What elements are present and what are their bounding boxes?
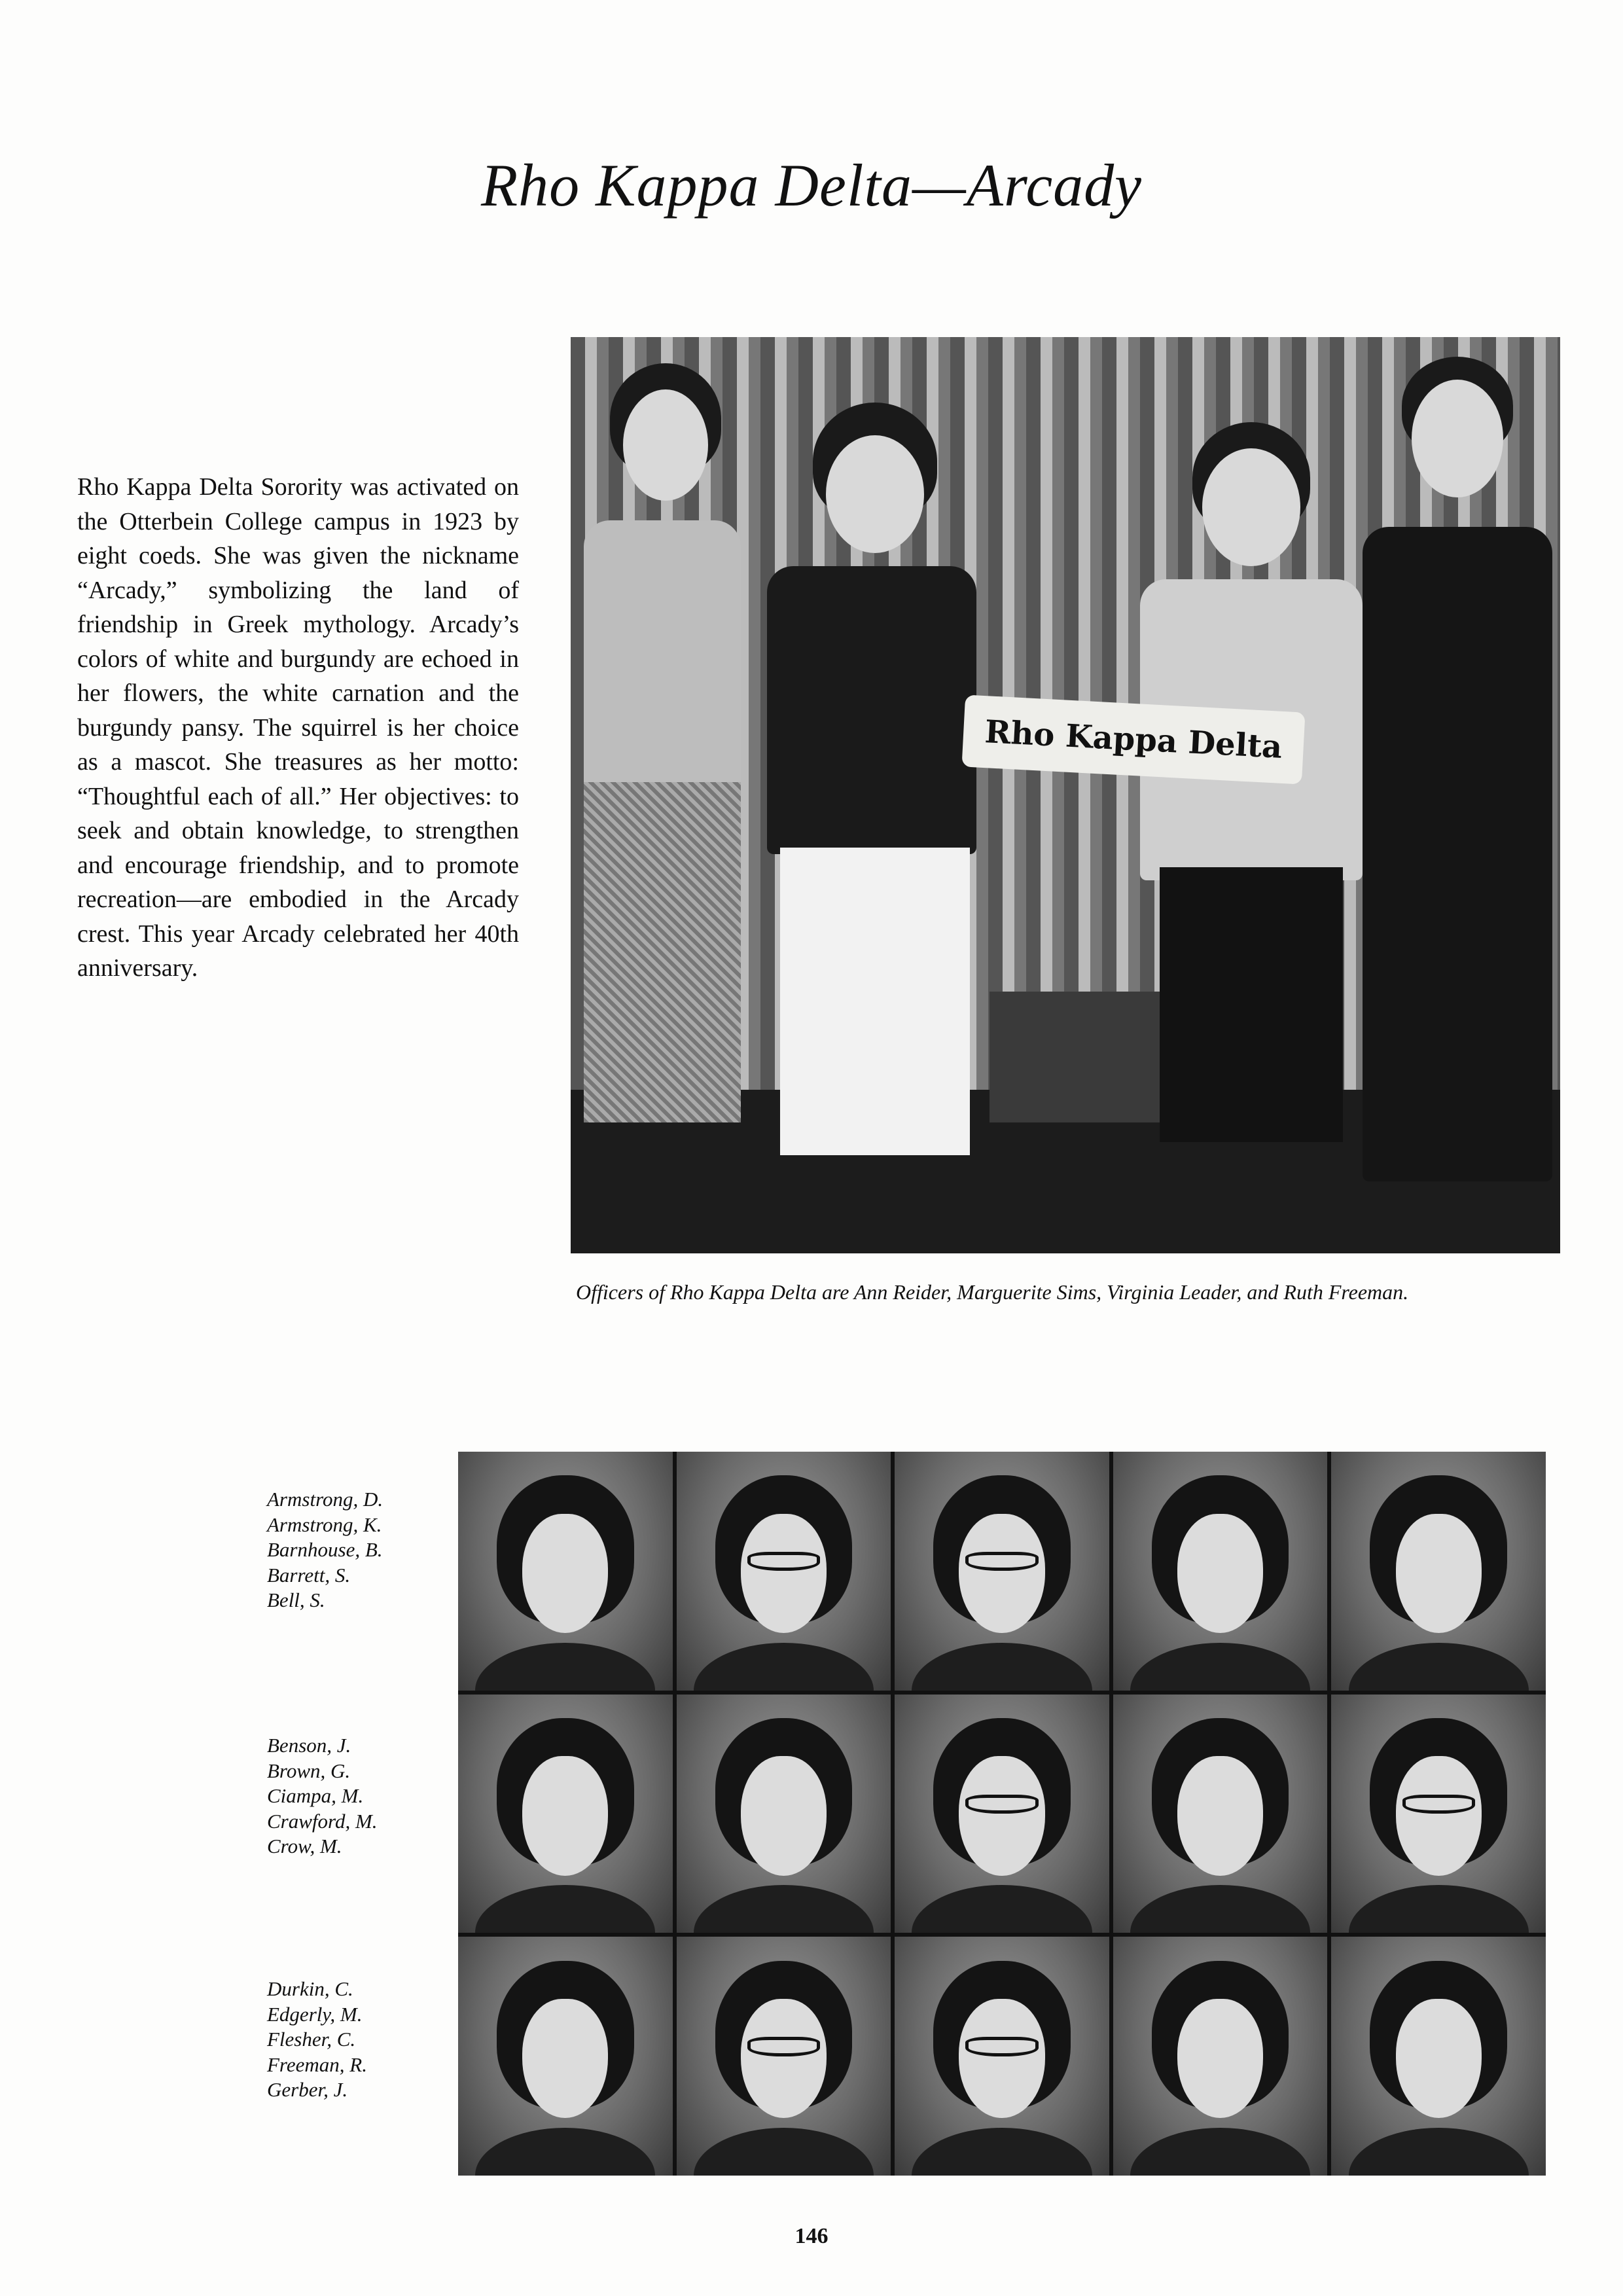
portrait-face xyxy=(522,1756,608,1875)
member-portrait xyxy=(1113,1937,1328,2176)
name-label: Crawford, M. xyxy=(267,1809,378,1833)
name-label: Freeman, R. xyxy=(267,2053,367,2076)
portrait-face xyxy=(1396,1514,1482,1633)
name-label: Durkin, C. xyxy=(267,1977,353,2000)
name-label: Gerber, J. xyxy=(267,2078,348,2101)
member-portrait xyxy=(458,1937,673,2176)
name-label: Flesher, C. xyxy=(267,2028,356,2051)
page-number: 146 xyxy=(794,2224,829,2248)
portrait-face xyxy=(741,1756,827,1875)
portrait-face xyxy=(741,1514,827,1633)
member-portrait xyxy=(895,1452,1109,1691)
member-portrait xyxy=(895,1695,1109,1933)
sorority-banner: Rho Kappa Delta xyxy=(961,694,1305,784)
member-portrait xyxy=(677,1452,891,1691)
portrait-shoulders xyxy=(475,2128,655,2176)
member-portrait xyxy=(895,1937,1109,2176)
portrait-shoulders xyxy=(1130,1885,1310,1933)
member-portrait xyxy=(677,1937,891,2176)
portrait-shoulders xyxy=(912,2128,1092,2176)
glasses-icon xyxy=(1402,1795,1475,1814)
portrait-shoulders xyxy=(694,2128,874,2176)
member-portrait xyxy=(1113,1695,1328,1933)
member-portrait-grid xyxy=(458,1452,1546,2176)
member-portrait xyxy=(677,1695,891,1933)
portrait-face xyxy=(959,1756,1044,1875)
portrait-shoulders xyxy=(1349,1885,1529,1933)
intro-paragraph: Rho Kappa Delta Sorority was activated on the Otterbein College campus in 1923 by eight coeds. She was given the nickname “Arcady,” symbolizing the land of friendship in Greek mythology. Arcady’s colors of white and burgundy are echoed in her flowers, the white carnation and the burgundy pansy. The squirrel is her choice as a mascot. She treasures as her motto: “Thoughtful each of all.” Her objectives: to seek and obtain knowledge, to strengthen and encourage friendship, and to promote recreation—are embodied in the Arcady crest. This year Arcady celebrated her 40th anniversary. xyxy=(77,473,519,982)
name-label: Ciampa, M. xyxy=(267,1784,364,1807)
officer-figure-2 xyxy=(754,389,990,1175)
glasses-icon xyxy=(965,1795,1038,1814)
portrait-face xyxy=(959,1514,1044,1633)
name-label: Bell, S. xyxy=(267,1588,325,1611)
portrait-face xyxy=(741,1999,827,2118)
names-row-2 xyxy=(267,1733,457,1859)
member-portrait xyxy=(1113,1452,1328,1691)
portrait-shoulders xyxy=(1349,2128,1529,2176)
photo-caption: Officers of Rho Kappa Delta are Ann Reider, Marguerite Sims, Virginia Leader, and Ruth Freeman. xyxy=(576,1280,1409,1304)
portrait-shoulders xyxy=(694,1885,874,1933)
name-label: Benson, J. xyxy=(267,1734,351,1757)
glasses-icon xyxy=(965,2037,1038,2056)
portrait-shoulders xyxy=(475,1643,655,1691)
portrait-face xyxy=(1177,1514,1263,1633)
name-label: Brown, G. xyxy=(267,1759,351,1782)
glasses-icon xyxy=(747,2037,820,2056)
portrait-face xyxy=(1396,1999,1482,2118)
portrait-shoulders xyxy=(475,1885,655,1933)
names-row-1 xyxy=(267,1487,457,1613)
member-portrait xyxy=(458,1452,673,1691)
name-label: Armstrong, K. xyxy=(267,1513,382,1536)
member-portrait xyxy=(1331,1695,1546,1933)
name-label: Armstrong, D. xyxy=(267,1488,383,1511)
member-portrait xyxy=(1331,1452,1546,1691)
portrait-shoulders xyxy=(1130,2128,1310,2176)
name-label: Edgerly, M. xyxy=(267,2002,363,2026)
portrait-face xyxy=(1177,1756,1263,1875)
officer-figure-3 xyxy=(1133,409,1376,1181)
portrait-shoulders xyxy=(694,1643,874,1691)
portrait-face xyxy=(1177,1999,1263,2118)
portrait-shoulders xyxy=(912,1885,1092,1933)
page-title: Rho Kappa Delta—Arcady xyxy=(480,152,1142,219)
name-label: Crow, M. xyxy=(267,1835,342,1857)
officer-figure-4 xyxy=(1356,350,1552,1188)
officer-figure-1 xyxy=(577,350,747,1175)
portrait-shoulders xyxy=(912,1643,1092,1691)
glasses-icon xyxy=(965,1552,1038,1571)
glasses-icon xyxy=(747,1552,820,1571)
member-portrait xyxy=(1331,1937,1546,2176)
portrait-shoulders xyxy=(1130,1643,1310,1691)
portrait-shoulders xyxy=(1349,1643,1529,1691)
member-portrait xyxy=(458,1695,673,1933)
portrait-face xyxy=(1396,1756,1482,1875)
officers-photo xyxy=(571,337,1560,1253)
portrait-face xyxy=(522,1514,608,1633)
portrait-face xyxy=(959,1999,1044,2118)
names-row-3 xyxy=(267,1977,457,2103)
name-label: Barrett, S. xyxy=(267,1563,351,1587)
portrait-face xyxy=(522,1999,608,2118)
name-label: Barnhouse, B. xyxy=(267,1538,383,1561)
